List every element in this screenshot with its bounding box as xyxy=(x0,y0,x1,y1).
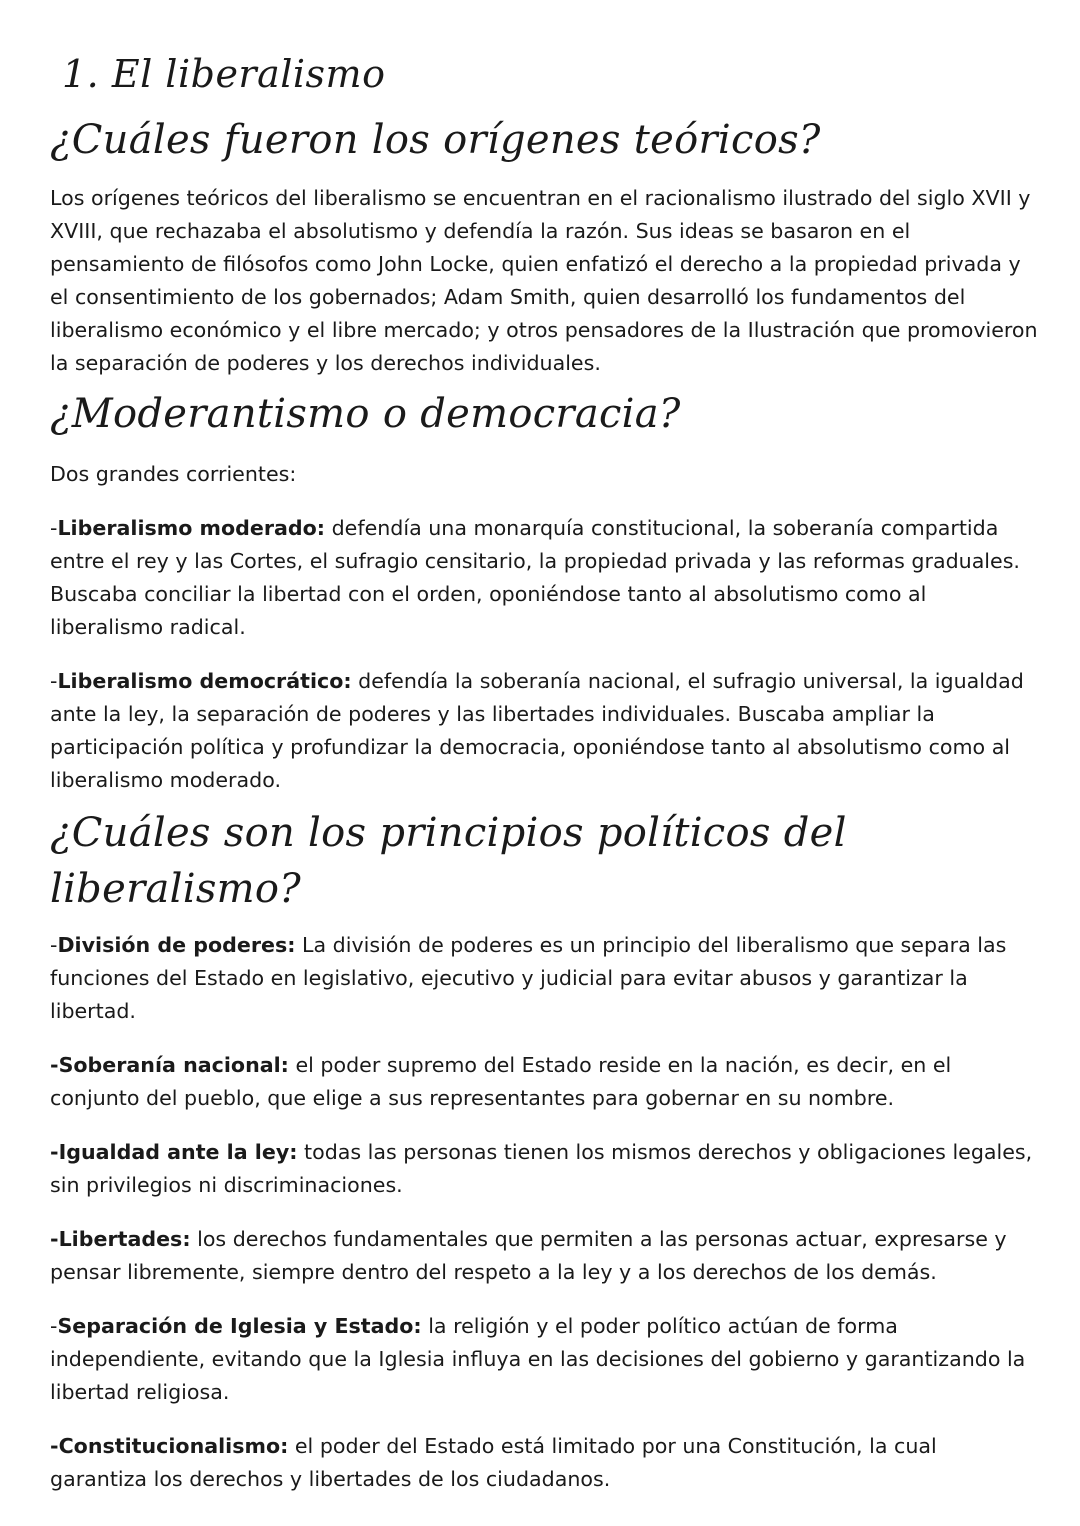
section-origins xyxy=(50,112,1040,380)
paragraph-label: División de poderes: xyxy=(57,933,296,957)
paragraph: -División de poderes: La división de poderes es un principio del liberalismo que separa las funciones del Estado en legislativo, ejecutivo y judicial para evitar abusos y garantizar la libertad. xyxy=(50,933,1007,1023)
paragraph-text: todas las personas tienen los mismos derechos y obligaciones legales, sin privilegios ni discriminaciones. xyxy=(50,1140,1033,1197)
paragraph-text: los derechos fundamentales que permiten a las personas actuar, expresarse y pensar libremente, siempre dentro del respeto a la ley y a los derechos de los demás. xyxy=(50,1227,1007,1284)
paragraph-label: Libertades: xyxy=(58,1227,191,1251)
section-currents xyxy=(50,386,1040,797)
section-heading: ¿Cuáles fueron los orígenes teóricos? xyxy=(50,117,821,163)
paragraph: -Soberanía nacional: el poder supremo del Estado reside en la nación, es decir, en el conjunto del pueblo, que elige a sus representantes para gobernar en su nombre. xyxy=(50,1053,952,1110)
page-title: 1. El liberalismo xyxy=(62,52,386,96)
section-principles xyxy=(50,805,1040,1496)
section-heading: ¿Moderantismo o democracia? xyxy=(50,391,681,437)
paragraph-text: el poder del Estado está limitado por una Constitución, la cual garantiza los derechos y libertades de los ciudadanos. xyxy=(50,1434,937,1491)
paragraph-label: Separación de Iglesia y Estado: xyxy=(57,1314,422,1338)
paragraph: -Igualdad ante la ley: todas las personas tienen los mismos derechos y obligaciones legales, sin privilegios ni discriminaciones. xyxy=(50,1140,1033,1197)
paragraph-text: defendía la soberanía nacional, el sufragio universal, la igualdad ante la ley, la separación de poderes y las libertades individuales. Buscaba ampliar la participación política y profundizar la democracia, oponiéndose tanto al absolutismo como al liberalismo moderado. xyxy=(50,669,1024,792)
paragraph: -Constitucionalismo: el poder del Estado está limitado por una Constitución, la cual garantiza los derechos y libertades de los ciudadanos. xyxy=(50,1434,937,1491)
paragraph-label: Liberalismo democrático: xyxy=(57,669,352,693)
paragraph-text: la religión y el poder político actúan de forma independiente, evitando que la Iglesia influya en las decisiones del gobierno y garantizando la libertad religiosa. xyxy=(50,1314,1026,1404)
section-heading: ¿Cuáles son los principios políticos del liberalismo? xyxy=(50,810,847,912)
paragraph-label: Liberalismo moderado: xyxy=(57,516,326,540)
paragraph: -Separación de Iglesia y Estado: la religión y el poder político actúan de forma independiente, evitando que la Iglesia influya en las decisiones del gobierno y garantizando la libertad religiosa. xyxy=(50,1314,1026,1404)
document-page xyxy=(50,44,1040,1496)
paragraph: -Libertades: los derechos fundamentales que permiten a las personas actuar, expresarse y pensar libremente, siempre dentro del respeto a la ley y a los derechos de los demás. xyxy=(50,1227,1007,1284)
paragraph-text: el poder supremo del Estado reside en la nación, es decir, en el conjunto del pueblo, que elige a sus representantes para gobernar en su nombre. xyxy=(50,1053,952,1110)
paragraph xyxy=(50,182,1040,380)
paragraph-text: Los orígenes teóricos del liberalismo se encuentran en el racionalismo ilustrado del siglo XVII y XVIII, que rechazaba el absolutismo y defendía la razón. Sus ideas se basaron en el pensamiento de filósofos como John Locke, quien enfatizó el derecho a la propiedad privada y el consentimiento de los gobernados; Adam Smith, quien desarrolló los fundamentos del liberalismo económico y el libre mercado; y otros pensadores de la Ilustración que promovieron la separación de poderes y los derechos individuales. xyxy=(50,186,1038,375)
section-intro: Dos grandes corrientes: xyxy=(50,462,297,486)
paragraph-label: Constitucionalismo: xyxy=(58,1434,289,1458)
paragraph: -Liberalismo moderado: defendía una monarquía constitucional, la soberanía compartida entre el rey y las Cortes, el sufragio censitario, la propiedad privada y las reformas graduales. Buscaba conciliar la libertad con el orden, oponiéndose tanto al absolutismo como al liberalismo radical. xyxy=(50,516,1020,639)
paragraph-text: defendía una monarquía constitucional, la soberanía compartida entre el rey y las Cortes, el sufragio censitario, la propiedad privada y las reformas graduales. Buscaba conciliar la libertad con el orden, oponiéndose tanto al absolutismo como al liberalismo radical. xyxy=(50,516,1020,639)
paragraph-text: La división de poderes es un principio del liberalismo que separa las funciones del Estado en legislativo, ejecutivo y judicial para evitar abusos y garantizar la libertad. xyxy=(50,933,1007,1023)
paragraph-label: Igualdad ante la ley: xyxy=(58,1140,298,1164)
paragraph: -Liberalismo democrático: defendía la soberanía nacional, el sufragio universal, la igualdad ante la ley, la separación de poderes y las libertades individuales. Buscaba ampliar la participación política y profundizar la democracia, oponiéndose tanto al absolutismo como al liberalismo moderado. xyxy=(50,669,1024,792)
paragraph-label: Soberanía nacional: xyxy=(58,1053,289,1077)
